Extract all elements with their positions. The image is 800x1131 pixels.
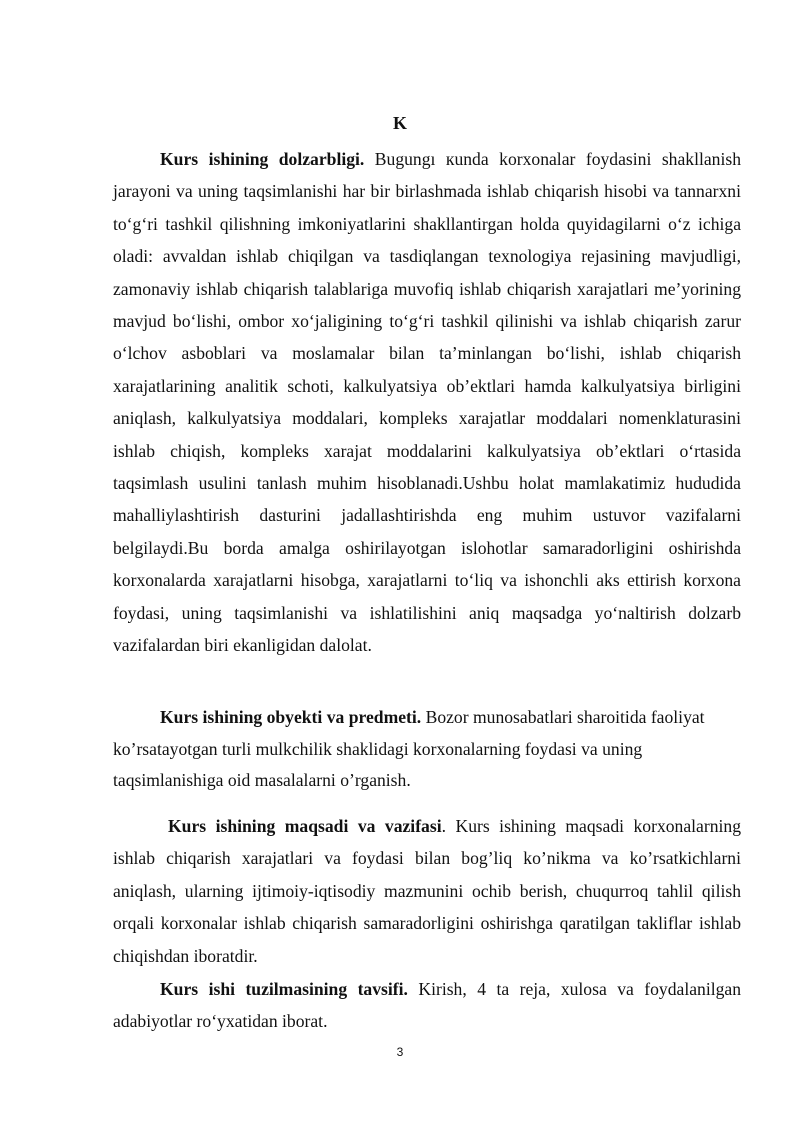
- paragraph-text: Bugungı кunda korxonalar foydasini shakllanish jarayoni va uning taqsimlanishi har bir birlashmada ishlab chiqarish hisobi va tannarxni to‘g‘ri tashkil qilishning imkoniyatlarini shakllantirgan holda quyidagilarni o‘z ichiga oladi: avvaldan ishlab chiqilgan va tasdiqlangan texnologiya rejasining mavjudligi, zamonaviy ishlab chiqarish talablariga muvofiq ishlab chiqarish xarajatlari me’yorining mavjud bo‘lishi, ombor xo‘jaligining to‘g‘ri tashkil qilinishi va ishlab chiqarish zarur o‘lchov asboblari va moslamalar bilan ta’minlangan bo‘lishi, ishlab chiqarish xarajatlarining analitik schoti, kalkulyatsiya ob’ektlari hamda kalkulyatsiya birligini aniqlash, kalkulyatsiya moddalari, kompleks xarajatlar moddalari nomenklaturasini ishlab chiqish, kompleks xarajat moddalarini kalkulyatsiya ob’ektlari o‘rtasida taqsimlash usulini tanlash muhim hisoblanadi.Ushbu holat mamlakatimiz hududida mahalliylashtirish dasturini jadallashtirishda eng muhim ustuvor vazifalarni belgilaydi.Bu borda amalga oshirilayotgan islohotlar samaradorligini oshirishda korxonalarda xarajatlarni hisobga, xarajatlarni to‘liq va ishonchli aks ettirish korxona foydasi, uning taqsimlanishi va ishlatilishini aniq maqsadga yo‘naltirish dolzarb vazifalardan biri ekanligidan dalolat.: [113, 149, 741, 656]
- paragraph-goal-tasks: [113, 810, 741, 972]
- paragraph-title: Kurs ishining dolzarbligi.: [160, 149, 365, 169]
- paragraph-title: Kurs ishining maqsadi va vazifasi: [168, 816, 442, 836]
- paragraph-text: Bozor munosabatlari sharoitida faoliyat ko’rsatayotgan turli mulkchilik shaklidagi korxonalarning foydasi va uning taqsimlanishiga oid masalalarni o’rganish.: [113, 707, 705, 790]
- paragraph-title: Kurs ishining obyekti va predmeti.: [160, 707, 422, 727]
- paragraph-text: Kirish, 4 ta reja, xulosa va foydalanilgan adabiyotlar ro‘yxatidan iborat.: [113, 979, 742, 1032]
- paragraph-structure: [113, 973, 741, 1038]
- paragraph-object-subject: [113, 702, 741, 797]
- paragraph-title: Kurs ishi tuzilmasining tavsifi.: [160, 979, 408, 999]
- page-heading: K: [392, 113, 407, 133]
- page-number: 3: [396, 1045, 404, 1059]
- paragraph-relevance: [113, 143, 741, 662]
- paragraph-text: . Kurs ishining maqsadi korxonalarning ishlab chiqarish xarajatlari va foydasi bilan bog’liq ko’nikma va ko’rsatkichlarni aniqlash, ularning ijtimoiy-iqtisodiy mazmunini ochib berish, chuqurroq tahlil qilish orqali korxonalar ishlab chiqarish samaradorligini oshirishga qaratilgan takliflar ishlab chiqishdan iboratdir.: [113, 816, 741, 966]
